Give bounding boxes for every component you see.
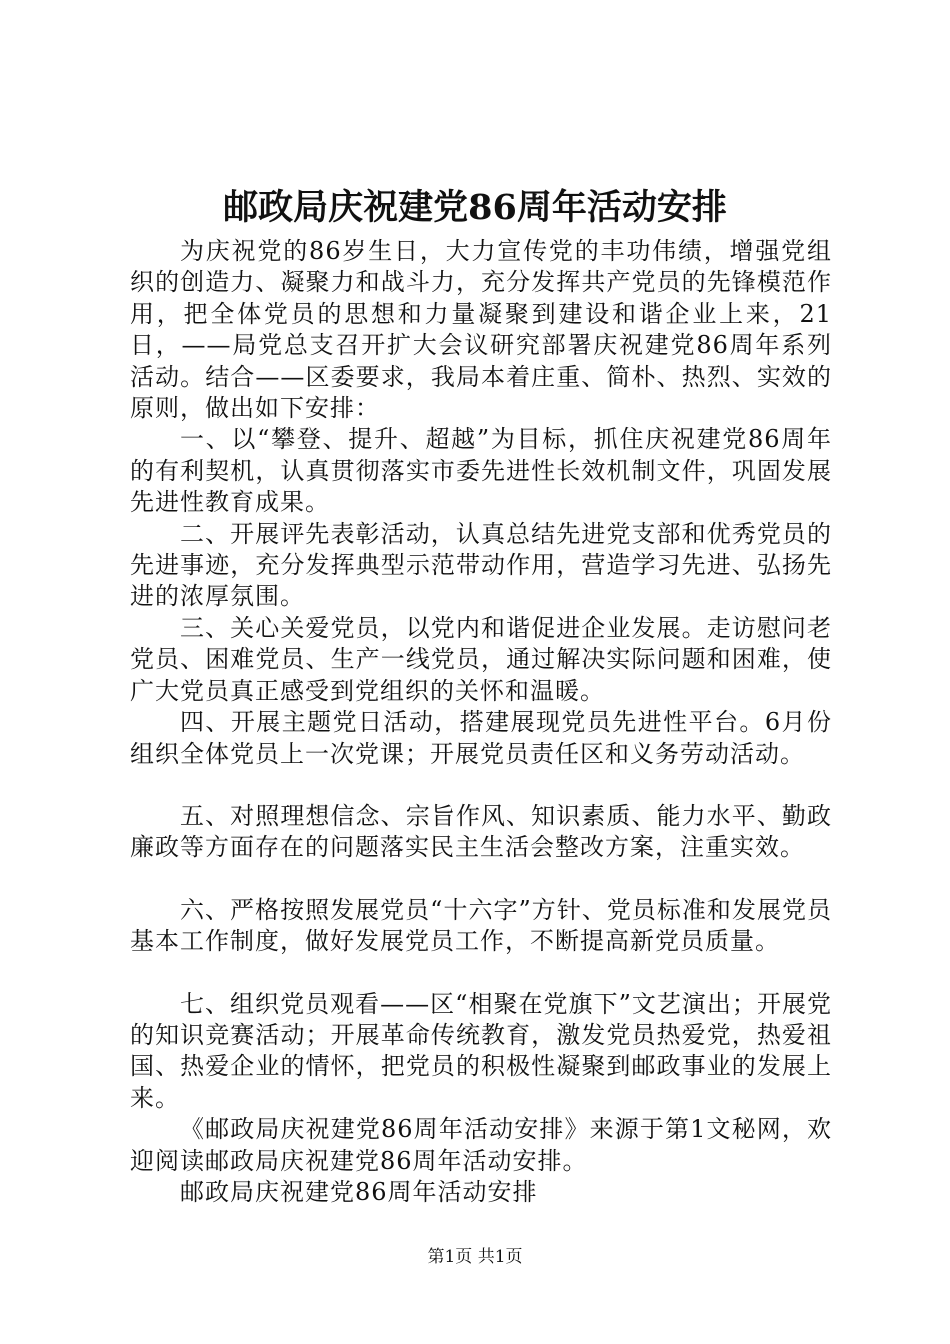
paragraph-intro: 为庆祝党的86岁生日，大力宣传党的丰功伟绩，增强党组织的创造力、凝聚力和战斗力，充分发挥共产党员的先锋模范作用，把全体党员的思想和力量凝聚到建设和谐企业上来，21日，——局党总支召开扩大会议研究部署庆祝建党86周年系列活动。结合——区委要求，我局本着庄重、简朴、热烈、实效的原则，做出如下安排： (130, 237, 832, 423)
paragraph-item-2: 二、开展评先表彰活动，认真总结先进党支部和优秀党员的先进事迹，充分发挥典型示范带动作用，营造学习先进、弘扬先进的浓厚氛围。 (130, 519, 832, 611)
document-title: 邮政局庆祝建党86周年活动安排 (223, 187, 727, 228)
paragraph-source-note: 《邮政局庆祝建党86周年活动安排》来源于第1文秘网，欢迎阅读邮政局庆祝建党86周年活动安排。 (130, 1115, 832, 1175)
document-body (130, 236, 832, 1208)
paragraph-closing-title: 邮政局庆祝建党86周年活动安排 (180, 1177, 538, 1206)
page-number-footer: 第1页 共1页 (427, 1247, 523, 1267)
paragraph-item-6: 六、严格按照发展党员“十六字”方针、党员标准和发展党员基本工作制度，做好发展党员工作，不断提高新党员质量。 (130, 895, 832, 956)
paragraph-item-7: 七、组织党员观看——区“相聚在党旗下”文艺演出；开展党的知识竞赛活动；开展革命传统教育，激发党员热爱党，热爱祖国、热爱企业的情怀，把党员的积极性凝聚到邮政事业的发展上来。 (130, 989, 832, 1112)
paragraph-item-3: 三、关心关爱党员，以党内和谐促进企业发展。走访慰问老党员、困难党员、生产一线党员，通过解决实际问题和困难，使广大党员真正感受到党组织的关怀和温暖。 (130, 613, 832, 705)
paragraph-item-1: 一、以“攀登、提升、超越”为目标，抓住庆祝建党86周年的有利契机，认真贯彻落实市委先进性长效机制文件，巩固发展先进性教育成果。 (130, 425, 832, 517)
paragraph-item-5: 五、对照理想信念、宗旨作风、知识素质、能力水平、勤政廉政等方面存在的问题落实民主生活会整改方案，注重实效。 (130, 801, 832, 862)
paragraph-item-4: 四、开展主题党日活动，搭建展现党员先进性平台。6月份组织全体党员上一次党课；开展党员责任区和义务劳动活动。 (130, 708, 832, 768)
